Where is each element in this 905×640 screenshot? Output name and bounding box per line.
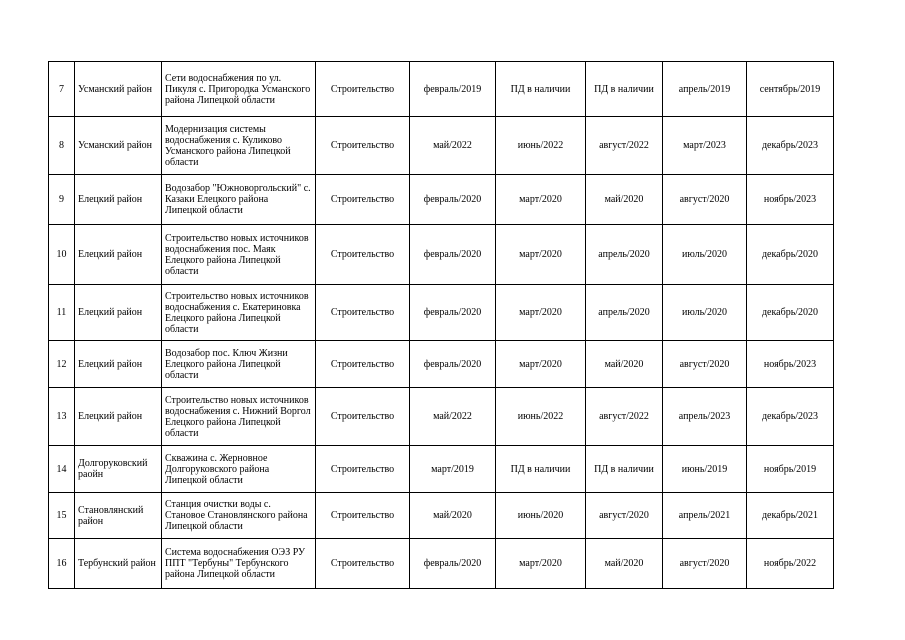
work-type-cell: Строительство [316,175,410,225]
design-start-cell: март/2020 [496,285,586,341]
row-number-cell: 7 [49,62,75,117]
start-date-cell: май/2022 [410,117,496,175]
table-row [49,62,834,117]
object-name-cell: Водозабор пос. Ключ Жизни Елецкого района Липецкой области [162,341,316,388]
design-start-cell: ПД в наличии [496,62,586,117]
work-type-cell: Строительство [316,446,410,493]
table-row [49,117,834,175]
design-start-cell: март/2020 [496,341,586,388]
work-type-cell: Строительство [316,341,410,388]
contract-date-cell: июль/2020 [663,225,747,285]
object-name-cell: Станция очистки воды с. Становое Становлянского района Липецкой области [162,493,316,539]
object-name-cell: Модернизация системы водоснабжения с. Куликово Усманского района Липецкой области [162,117,316,175]
design-start-cell: июнь/2022 [496,388,586,446]
row-number-cell: 13 [49,388,75,446]
start-date-cell: февраль/2020 [410,175,496,225]
district-cell: Елецкий район [75,341,162,388]
object-name-cell: Сети водоснабжения по ул. Пикуля с. Пригородка Усманского района Липецкой области [162,62,316,117]
contract-date-cell: август/2020 [663,341,747,388]
district-cell: Долгоруковский раойн [75,446,162,493]
design-end-cell: апрель/2020 [586,225,663,285]
start-date-cell: май/2022 [410,388,496,446]
completion-date-cell: декабрь/2021 [747,493,834,539]
design-start-cell: ПД в наличии [496,446,586,493]
object-name-cell: Строительство новых источников водоснабжения пос. Маяк Елецкого района Липецкой области [162,225,316,285]
table-row [49,493,834,539]
work-type-cell: Строительство [316,493,410,539]
row-number-cell: 12 [49,341,75,388]
district-cell: Становлянский район [75,493,162,539]
design-end-cell: май/2020 [586,539,663,589]
table-row [49,225,834,285]
completion-date-cell: декабрь/2023 [747,117,834,175]
work-type-cell: Строительство [316,539,410,589]
row-number-cell: 14 [49,446,75,493]
table-row [49,388,834,446]
table-row [49,175,834,225]
design-end-cell: апрель/2020 [586,285,663,341]
completion-date-cell: декабрь/2023 [747,388,834,446]
start-date-cell: март/2019 [410,446,496,493]
design-end-cell: август/2020 [586,493,663,539]
district-cell: Елецкий район [75,225,162,285]
district-cell: Тербунский район [75,539,162,589]
design-start-cell: март/2020 [496,225,586,285]
design-start-cell: март/2020 [496,175,586,225]
work-type-cell: Строительство [316,225,410,285]
work-type-cell: Строительство [316,117,410,175]
design-end-cell: май/2020 [586,341,663,388]
completion-date-cell: ноябрь/2022 [747,539,834,589]
start-date-cell: февраль/2020 [410,341,496,388]
completion-date-cell: декабрь/2020 [747,225,834,285]
completion-date-cell: сентябрь/2019 [747,62,834,117]
contract-date-cell: апрель/2021 [663,493,747,539]
table-body [49,62,834,589]
projects-table [48,61,834,589]
completion-date-cell: ноябрь/2019 [747,446,834,493]
start-date-cell: февраль/2020 [410,285,496,341]
work-type-cell: Строительство [316,62,410,117]
row-number-cell: 8 [49,117,75,175]
district-cell: Усманский район [75,117,162,175]
object-name-cell: Система водоснабжения ОЭЗ РУ ППТ "Тербуны" Тербунского района Липецкой области [162,539,316,589]
district-cell: Елецкий район [75,175,162,225]
contract-date-cell: апрель/2019 [663,62,747,117]
contract-date-cell: март/2023 [663,117,747,175]
contract-date-cell: июль/2020 [663,285,747,341]
design-end-cell: август/2022 [586,388,663,446]
district-cell: Усманский район [75,62,162,117]
completion-date-cell: ноябрь/2023 [747,341,834,388]
object-name-cell: Строительство новых источников водоснабжения с. Екатериновка Елецкого района Липецкой области [162,285,316,341]
design-end-cell: ПД в наличии [586,446,663,493]
completion-date-cell: декабрь/2020 [747,285,834,341]
object-name-cell: Строительство новых источников водоснабжения с. Нижний Воргол Елецкого района Липецкой области [162,388,316,446]
completion-date-cell: ноябрь/2023 [747,175,834,225]
design-start-cell: июнь/2022 [496,117,586,175]
design-start-cell: март/2020 [496,539,586,589]
work-type-cell: Строительство [316,388,410,446]
contract-date-cell: апрель/2023 [663,388,747,446]
start-date-cell: май/2020 [410,493,496,539]
table-row [49,285,834,341]
row-number-cell: 16 [49,539,75,589]
table-row [49,446,834,493]
start-date-cell: февраль/2019 [410,62,496,117]
table-row [49,539,834,589]
row-number-cell: 10 [49,225,75,285]
table-row [49,341,834,388]
contract-date-cell: август/2020 [663,539,747,589]
row-number-cell: 11 [49,285,75,341]
district-cell: Елецкий район [75,285,162,341]
district-cell: Елецкий район [75,388,162,446]
work-type-cell: Строительство [316,285,410,341]
object-name-cell: Скважина с. Жерновное Долгоруковского района Липецкой области [162,446,316,493]
contract-date-cell: август/2020 [663,175,747,225]
row-number-cell: 9 [49,175,75,225]
design-end-cell: май/2020 [586,175,663,225]
design-end-cell: ПД в наличии [586,62,663,117]
row-number-cell: 15 [49,493,75,539]
contract-date-cell: июнь/2019 [663,446,747,493]
design-start-cell: июнь/2020 [496,493,586,539]
start-date-cell: февраль/2020 [410,225,496,285]
design-end-cell: август/2022 [586,117,663,175]
object-name-cell: Водозабор "Южноворгольский" с. Казаки Елецкого района Липецкой области [162,175,316,225]
start-date-cell: февраль/2020 [410,539,496,589]
